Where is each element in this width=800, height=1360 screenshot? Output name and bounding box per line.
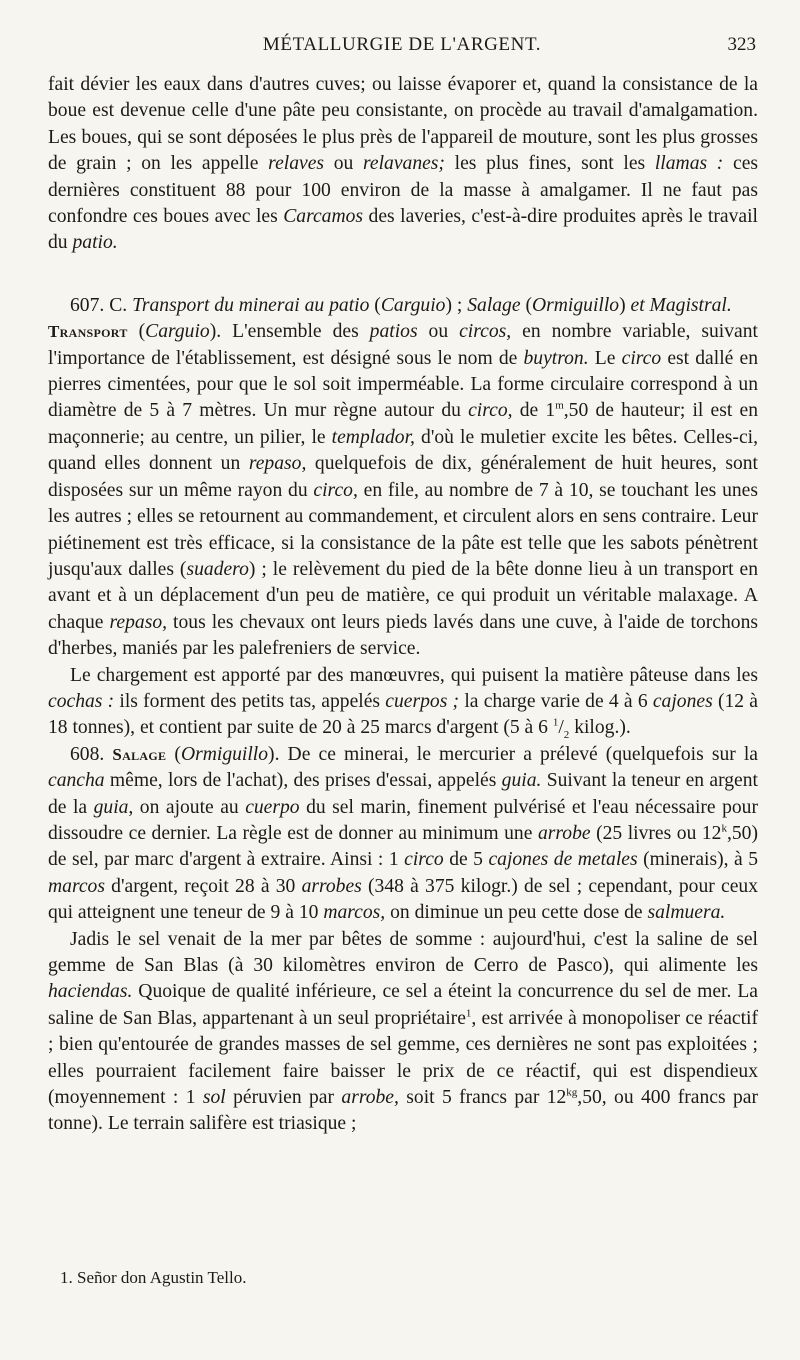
paragraph-transport: Transport (Carguio). L'ensemble des patios ou circos, en nombre variable, suivant l'importance de l'établissement, est désigné sous le nom de buytron. Le circo est dallé en pierres cimentées, pour que le sol soit imperméable. La forme circulaire correspond à un diamètre de 5 à 7 mètres. Un mur règne autour du circo, de 1$^m$,50 de hauteur; il est en maçonnerie; au centre, un pilier, le templador, d'où le muletier excite les bêtes. Celles-ci, quand elles donnent un repaso, quelquefois de dix, généralement de huit heures, sont disposées sur un même rayon du circo, en file, au nombre de 7 à 10, se touchant les unes les autres ; elles se retournent au commandement, et circulent alors en sens contraire. Leur piétinement est très efficace, si la consistance de la pâte est telle que les sabots pénètrent jusqu'aux dalles (suadero) ; le relèvement du pied de la bête donne lieu à un transport en avant et à un déplacement d'un peu de matière, ce qui produit un véritable malaxage. A chaque repaso, tous les chevaux ont leurs pieds lavés dans une cuve, à l'aide de torchons d'herbes, maniés par les palefreniers de service. xyxy=(48,321,759,660)
paragraph-sel: Jadis le sel venait de la mer par bêtes de somme : aujourd'hui, c'est la saline de sel gemme de San Blas (à 30 kilomètres environ de Cerro de Pasco), qui alimente les haciendas. Quoique de qualité inférieure, ce sel a éteint la concurrence du sel de mer. La saline de San Blas, appartenant à un seul propriétaire$^1$, est arrivée à monopoliser ce réactif ; bien qu'entourée de grandes masses de sel gemme, ces dernières ne sont pas exploitées ; elles pourraient facilement faire baisser le prix de ce réactif, qui est dispendieux (moyennement : 1 sol péruvien par arrobe, soit 5 francs par $12^{kg},50$, ou 400 francs par tonne). Le terrain salifère est triasique ; xyxy=(48,928,758,1135)
footnote-marker: 1. xyxy=(60,1268,73,1287)
page-number: 323 xyxy=(727,34,756,55)
footnote-ref: 1 xyxy=(465,1007,472,1020)
footnote-text: Señor don Agustin Tello. xyxy=(72,1268,247,1287)
running-title: MÉTALLURGIE DE L'ARGENT. xyxy=(262,34,542,55)
paragraph-salage: 608. Salage (Ormiguillo). De ce minerai, le mercurier a prélevé (quelquefois sur la cancha même, lors de l'achat), des prises d'essai, appelés guia. Suivant la teneur en argent de la guia, on ajoute au cuerpo du sel marin, finement pulvérisé et l'eau nécessaire pour dissoudre ce dernier. La règle est de donner au minimum une arrobe (25 livres ou 12$^k$,50) de sel, par marc d'argent à extraire. Ainsi : 1 circo de 5 cajones de metales (minerais), à 5 marcos d'argent, reçoit 28 à 30 arrobes (348 à 375 kilogr.) de sel ; cependant, pour ceux qui atteignent une teneur de 9 à 10 marcos, on diminue un peu cette dose de salmuera. xyxy=(48,743,759,924)
footnote xyxy=(60,1268,246,1288)
section-heading-607: 607. C. Transport du minerai au patio (Carguio) ; Salage (Ormiguillo) et Magistral. xyxy=(70,294,732,316)
paragraph-chargement: Le chargement est apporté par des manœuvres, qui puisent la matière pâteuse dans les cochas : ils forment des petits tas, appelés cuerpos ; la charge varie de 4 à 6 cajones (12 à 18 tonnes), et contient par suite de 20 à 25 marcs d'argent (5 à 6 $^1/_2$ kilog.). xyxy=(48,664,758,742)
running-head xyxy=(48,34,756,62)
page-body xyxy=(48,72,758,1138)
run-in-heading: Transport xyxy=(48,322,128,342)
run-in-heading: Salage xyxy=(112,744,167,764)
paragraph-continuation: fait dévier les eaux dans d'autres cuves; ou laisse évaporer et, quand la consistance de la boue est devenue celle d'une pâte peu consistante, on procède au travail d'amalgamation. Les boues, qui se sont déposées le plus près de l'appareil de mouture, sont les plus grosses de grain ; on les appelle relaves ou relavanes; les plus fines, sont les llamas : ces dernières constituent 88 pour 100 environ de la masse à amalgamer. Il ne faut pas confondre ces boues avec les Carcamos des laveries, c'est-à-dire produites après le travail du patio. xyxy=(48,74,759,254)
